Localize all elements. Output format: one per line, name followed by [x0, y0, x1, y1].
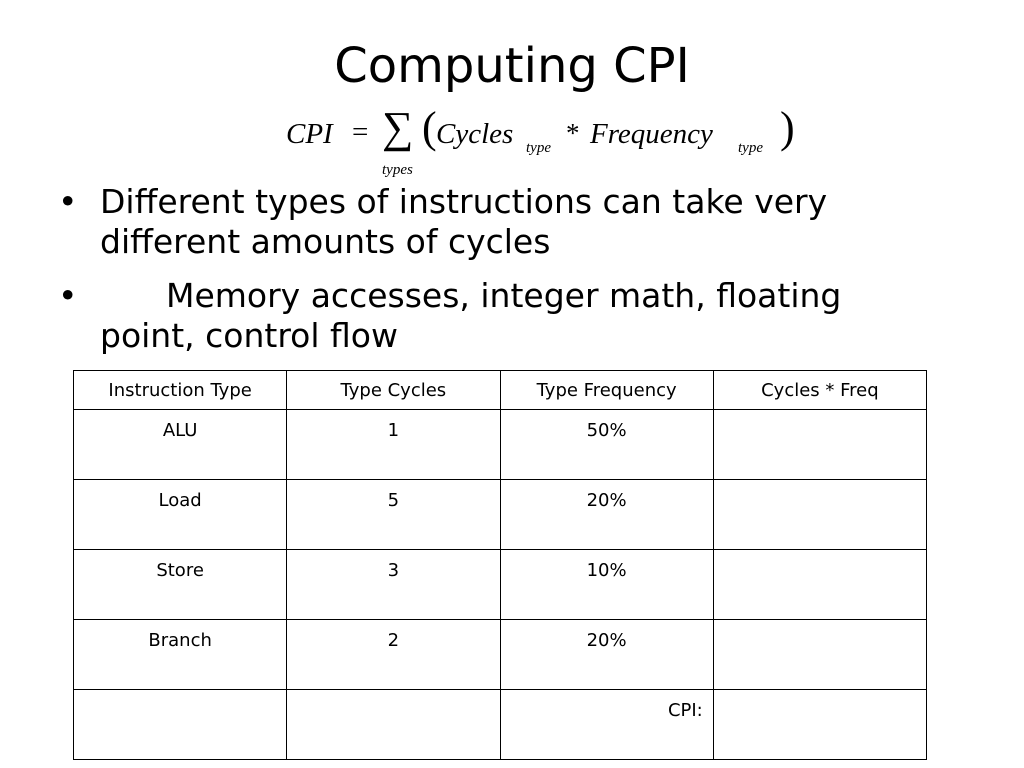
table-row — [74, 620, 927, 690]
table-row — [74, 410, 927, 480]
slide-title: Computing CPI — [334, 38, 690, 94]
table-cell: 5 — [287, 480, 500, 550]
table-row — [74, 480, 927, 550]
formula-term-cycles-subscript: type — [526, 140, 551, 156]
header-type-cycles: Type Cycles — [287, 371, 500, 410]
bullet-text: Different types of instructions can take very different amounts of cycles — [100, 182, 828, 261]
cpi-formula — [286, 104, 806, 184]
table-cell: 20% — [500, 620, 713, 690]
table-cell — [713, 410, 926, 480]
formula-equals: = — [352, 116, 369, 148]
table-cell: ALU — [74, 410, 287, 480]
table-cell: 50% — [500, 410, 713, 480]
formula-term-frequency-subscript: type — [738, 140, 763, 156]
formula-operator: * — [566, 118, 580, 148]
sum-symbol: ∑ — [382, 103, 414, 152]
table-cell: Load — [74, 480, 287, 550]
table-cell: 20% — [500, 480, 713, 550]
bullet-item — [58, 276, 938, 356]
cpi-table — [73, 370, 927, 760]
table-cell: 2 — [287, 620, 500, 690]
table-cell: Branch — [74, 620, 287, 690]
bullet-text: Memory accesses, integer math, floating point, control flow — [100, 276, 842, 355]
bullet-marker: • — [58, 182, 78, 221]
table-cell — [713, 620, 926, 690]
table-row — [74, 550, 927, 620]
formula-term-frequency: Frequency — [590, 118, 713, 150]
formula-close-paren: ) — [780, 103, 795, 152]
table-cell: Store — [74, 550, 287, 620]
table-header-row — [74, 371, 927, 410]
table-cell — [713, 550, 926, 620]
header-type-frequency: Type Frequency — [500, 371, 713, 410]
table-cell: 3 — [287, 550, 500, 620]
table-cell — [713, 480, 926, 550]
table-cell — [287, 690, 500, 760]
formula-open-paren: ( — [422, 103, 437, 152]
bullet-marker: • — [58, 276, 78, 315]
bullet-item — [58, 182, 938, 262]
header-cycles-freq: Cycles * Freq — [713, 371, 926, 410]
table-cell: 1 — [287, 410, 500, 480]
bullet-list — [58, 182, 938, 370]
table-footer-row — [74, 690, 927, 760]
table-cell: 10% — [500, 550, 713, 620]
cpi-label: CPI: — [500, 690, 713, 760]
sum-subscript: types — [382, 162, 413, 178]
formula-lhs: CPI — [286, 118, 333, 150]
table-cell — [74, 690, 287, 760]
formula-term-cycles: Cycles — [436, 118, 514, 150]
cpi-result-cell — [713, 690, 926, 760]
header-instruction-type: Instruction Type — [74, 371, 287, 410]
